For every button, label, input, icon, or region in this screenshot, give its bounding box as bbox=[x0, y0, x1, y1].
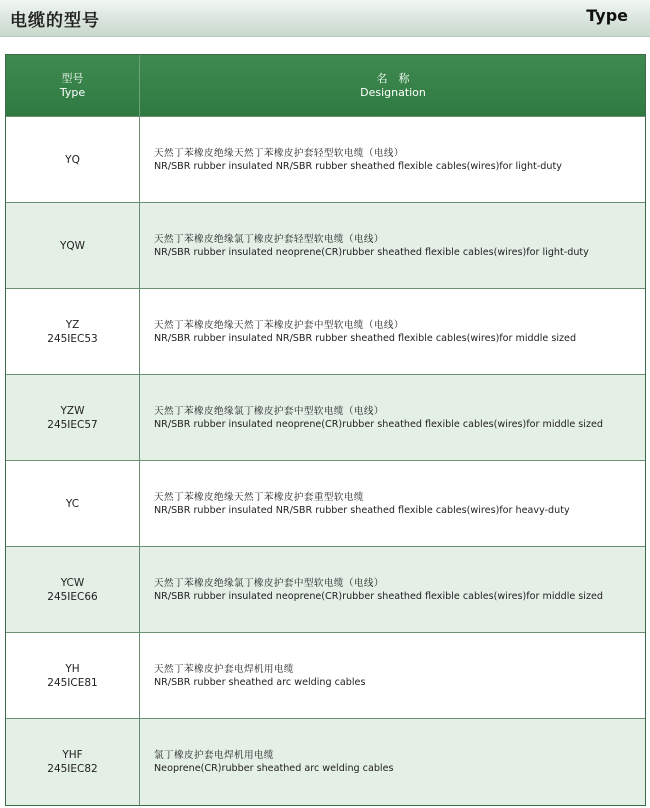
column-header-type-zh: 型号 bbox=[61, 71, 84, 85]
designation-cell bbox=[139, 117, 645, 202]
type-cell bbox=[6, 633, 139, 718]
designation-cell bbox=[139, 633, 645, 718]
designation-en: NR/SBR rubber insulated NR/SBR rubber sheathed flexible cables(wires)for heavy-duty bbox=[154, 504, 570, 516]
designation-cell bbox=[139, 289, 645, 374]
designation-en: NR/SBR rubber insulated NR/SBR rubber sheathed flexible cables(wires)for middle sized bbox=[154, 332, 577, 344]
type-code: YH bbox=[65, 662, 80, 675]
page-title: 电缆的型号 bbox=[10, 11, 100, 31]
designation-en: NR/SBR rubber insulated neoprene(CR)rubber sheathed flexible cables(wires)for middle sized bbox=[154, 418, 603, 430]
column-header-designation-zh: 名 称 bbox=[376, 71, 410, 85]
designation-en: NR/SBR rubber insulated neoprene(CR)rubber sheathed flexible cables(wires)for middle sized bbox=[154, 590, 603, 602]
designation-en: NR/SBR rubber sheathed arc welding cables bbox=[154, 676, 366, 688]
table-row bbox=[6, 460, 645, 546]
designation-cell bbox=[139, 203, 645, 288]
type-cell bbox=[6, 461, 139, 546]
designation-zh: 天然丁苯橡皮绝缘氯丁橡皮护套中型软电缆（电线） bbox=[154, 577, 384, 589]
column-header-type bbox=[6, 55, 139, 116]
type-standard: 245IEC66 bbox=[47, 590, 98, 603]
type-cell bbox=[6, 117, 139, 202]
type-cell bbox=[6, 719, 139, 805]
table-row bbox=[6, 546, 645, 632]
table-row bbox=[6, 202, 645, 288]
table-header bbox=[6, 55, 645, 116]
type-code: YZ bbox=[65, 318, 80, 331]
designation-en: NR/SBR rubber insulated NR/SBR rubber sheathed flexible cables(wires)for light-duty bbox=[154, 160, 562, 172]
table-row bbox=[6, 632, 645, 718]
designation-zh: 天然丁苯橡皮绝缘天然丁苯橡皮护套重型软电缆 bbox=[154, 491, 364, 503]
table-row bbox=[6, 116, 645, 202]
type-code: YQ bbox=[65, 153, 80, 166]
designation-zh: 天然丁苯橡皮绝缘氯丁橡皮护套轻型软电缆（电线） bbox=[154, 233, 384, 245]
designation-cell bbox=[139, 547, 645, 632]
designation-zh: 天然丁苯橡皮护套电焊机用电缆 bbox=[154, 663, 294, 675]
column-header-designation bbox=[139, 55, 646, 116]
designation-cell bbox=[139, 461, 645, 546]
type-label: Type bbox=[586, 6, 628, 25]
type-code: YCW bbox=[60, 576, 85, 589]
type-standard: 245ICE81 bbox=[47, 676, 98, 689]
type-code: YZW bbox=[60, 404, 85, 417]
designation-cell bbox=[139, 375, 645, 460]
type-cell bbox=[6, 547, 139, 632]
designation-en: NR/SBR rubber insulated neoprene(CR)rubber sheathed flexible cables(wires)for light-duty bbox=[154, 246, 589, 258]
designation-zh: 天然丁苯橡皮绝缘天然丁苯橡皮护套轻型软电缆（电线） bbox=[154, 147, 404, 159]
type-cell bbox=[6, 289, 139, 374]
type-standard: 245IEC82 bbox=[47, 763, 98, 775]
section-banner bbox=[0, 0, 650, 37]
column-header-designation-en: Designation bbox=[360, 85, 426, 99]
type-cell bbox=[6, 203, 139, 288]
type-code: YC bbox=[65, 497, 80, 510]
designation-zh: 氯丁橡皮护套电焊机用电缆 bbox=[154, 750, 274, 761]
type-standard: 245IEC53 bbox=[47, 332, 98, 345]
type-code: YHF bbox=[62, 749, 83, 761]
designation-zh: 天然丁苯橡皮绝缘氯丁橡皮护套中型软电缆（电线） bbox=[154, 405, 384, 417]
cable-type-table bbox=[5, 54, 646, 806]
designation-en: Neoprene(CR)rubber sheathed arc welding cables bbox=[154, 763, 394, 774]
table-row bbox=[6, 718, 645, 805]
table-row bbox=[6, 374, 645, 460]
designation-zh: 天然丁苯橡皮绝缘天然丁苯橡皮护套中型软电缆（电线） bbox=[154, 319, 404, 331]
type-cell bbox=[6, 375, 139, 460]
type-code: YQW bbox=[59, 239, 86, 252]
column-header-type-en: Type bbox=[59, 85, 86, 99]
type-standard: 245IEC57 bbox=[47, 418, 98, 431]
table-row bbox=[6, 288, 645, 374]
designation-cell bbox=[139, 719, 645, 805]
